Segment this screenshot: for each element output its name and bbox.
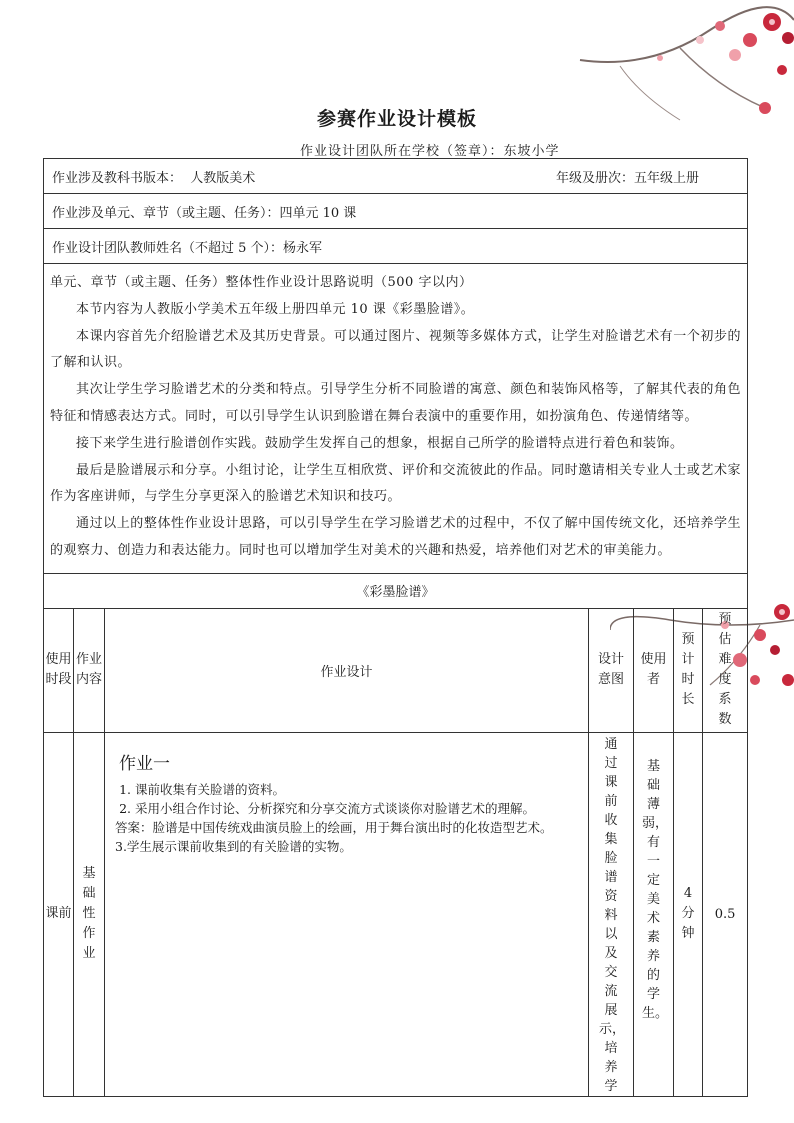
- page-title: 参赛作业设计模板: [316, 108, 477, 130]
- col-header-time: 预计时长: [674, 608, 703, 732]
- row-period: 课前: [44, 732, 74, 1096]
- col-header-intent: 设计意图: [589, 608, 634, 732]
- col-header-difficulty: 预估难度系数: [703, 608, 748, 732]
- design-intent: 通过课前收集脸谱资料以及交流展示，培养学: [589, 732, 634, 1096]
- homework-design-table: [43, 158, 748, 1097]
- description-paragraph: 最后是脸谱展示和分享。小组讨论，让学生互相欣赏、评价和交流彼此的作品。同时邀请相关专业人士或艺术家作为客座讲师，与学生分享更深入的脸谱艺术知识和技巧。: [50, 462, 742, 505]
- school-line: [300, 140, 560, 159]
- homework-answer: 答案：脸谱是中国传统戏曲演员脸上的绘画，用于舞台演出时的化妆造型艺术。: [115, 819, 553, 835]
- school-name: 东坡小学: [503, 144, 560, 159]
- textbook-row: [44, 159, 748, 194]
- description-heading: 单元、章节（或主题、任务）整体性作业设计思路说明（500 字以内）: [50, 275, 473, 290]
- homework-item: 1. 课前收集有关脸谱的资料。: [135, 780, 580, 799]
- grade-value: 五年级上册: [634, 170, 700, 186]
- col-header-period: 使用时段: [44, 608, 74, 732]
- grade-label: 年级及册次：: [556, 170, 635, 186]
- school-label: 作业设计团队所在学校（签章）：: [300, 144, 504, 159]
- textbook-label: 作业涉及教科书版本：: [52, 170, 183, 186]
- row-content-type: 基础性作业: [74, 732, 105, 1096]
- design-description: [44, 264, 748, 574]
- homework-title: 作业一: [119, 753, 170, 774]
- estimated-time: 4分钟: [674, 732, 703, 1096]
- teacher-row: 作业设计团队教师姓名（不超过 5 个）：杨永军: [44, 229, 748, 264]
- target-user: 基础薄弱，有一定美术素养的学生。: [634, 732, 674, 1096]
- description-paragraph: 通过以上的整体性作业设计思路，可以引导学生在学习脸谱艺术的过程中，不仅了解中国传统文化，还培养学生的观察力、创造力和表达能力。同时也可以增加学生对美术的兴趣和热爱，培养他们对艺术的审美能力。: [50, 516, 742, 558]
- description-paragraph: 本节内容为人教版小学美术五年级上册四单元 10 课《彩墨脸谱》。: [76, 301, 475, 317]
- homework-item: 3.学生展示课前收集到的有关脸谱的实物。: [115, 838, 352, 854]
- col-header-user: 使用者: [634, 608, 674, 732]
- textbook-value: 人教版美术: [190, 170, 256, 186]
- homework-design-cell: [105, 732, 589, 1096]
- description-paragraph: 其次让学生学习脸谱艺术的分类和特点。引导学生分析不同脸谱的寓意、颜色和装饰风格等，了解其代表的角色特征和情感表达方式。同时，可以引导学生认识到脸谱在舞台表演中的重要作用，如扮演角色、传递情绪等。: [50, 382, 742, 424]
- col-header-content: 作业内容: [74, 608, 105, 732]
- description-paragraph: 本课内容首先介绍脸谱艺术及其历史背景。可以通过图片、视频等多媒体方式，让学生对脸谱艺术有一个初步的了解和认识。: [50, 328, 742, 371]
- unit-row: 作业涉及单元、章节（或主题、任务）：四单元 10 课: [44, 194, 748, 229]
- col-header-design: 作业设计: [105, 608, 589, 732]
- description-paragraph: 接下来学生进行脸谱创作实践。鼓励学生发挥自己的想象，根据自己所学的脸谱特点进行着色和装饰。: [76, 435, 684, 451]
- lesson-title: 《彩墨脸谱》: [44, 573, 748, 608]
- homework-item: 2. 采用小组合作讨论、分析探究和分享交流方式谈谈你对脸谱艺术的理解。: [135, 799, 580, 818]
- difficulty-value: 0.5: [703, 732, 748, 1096]
